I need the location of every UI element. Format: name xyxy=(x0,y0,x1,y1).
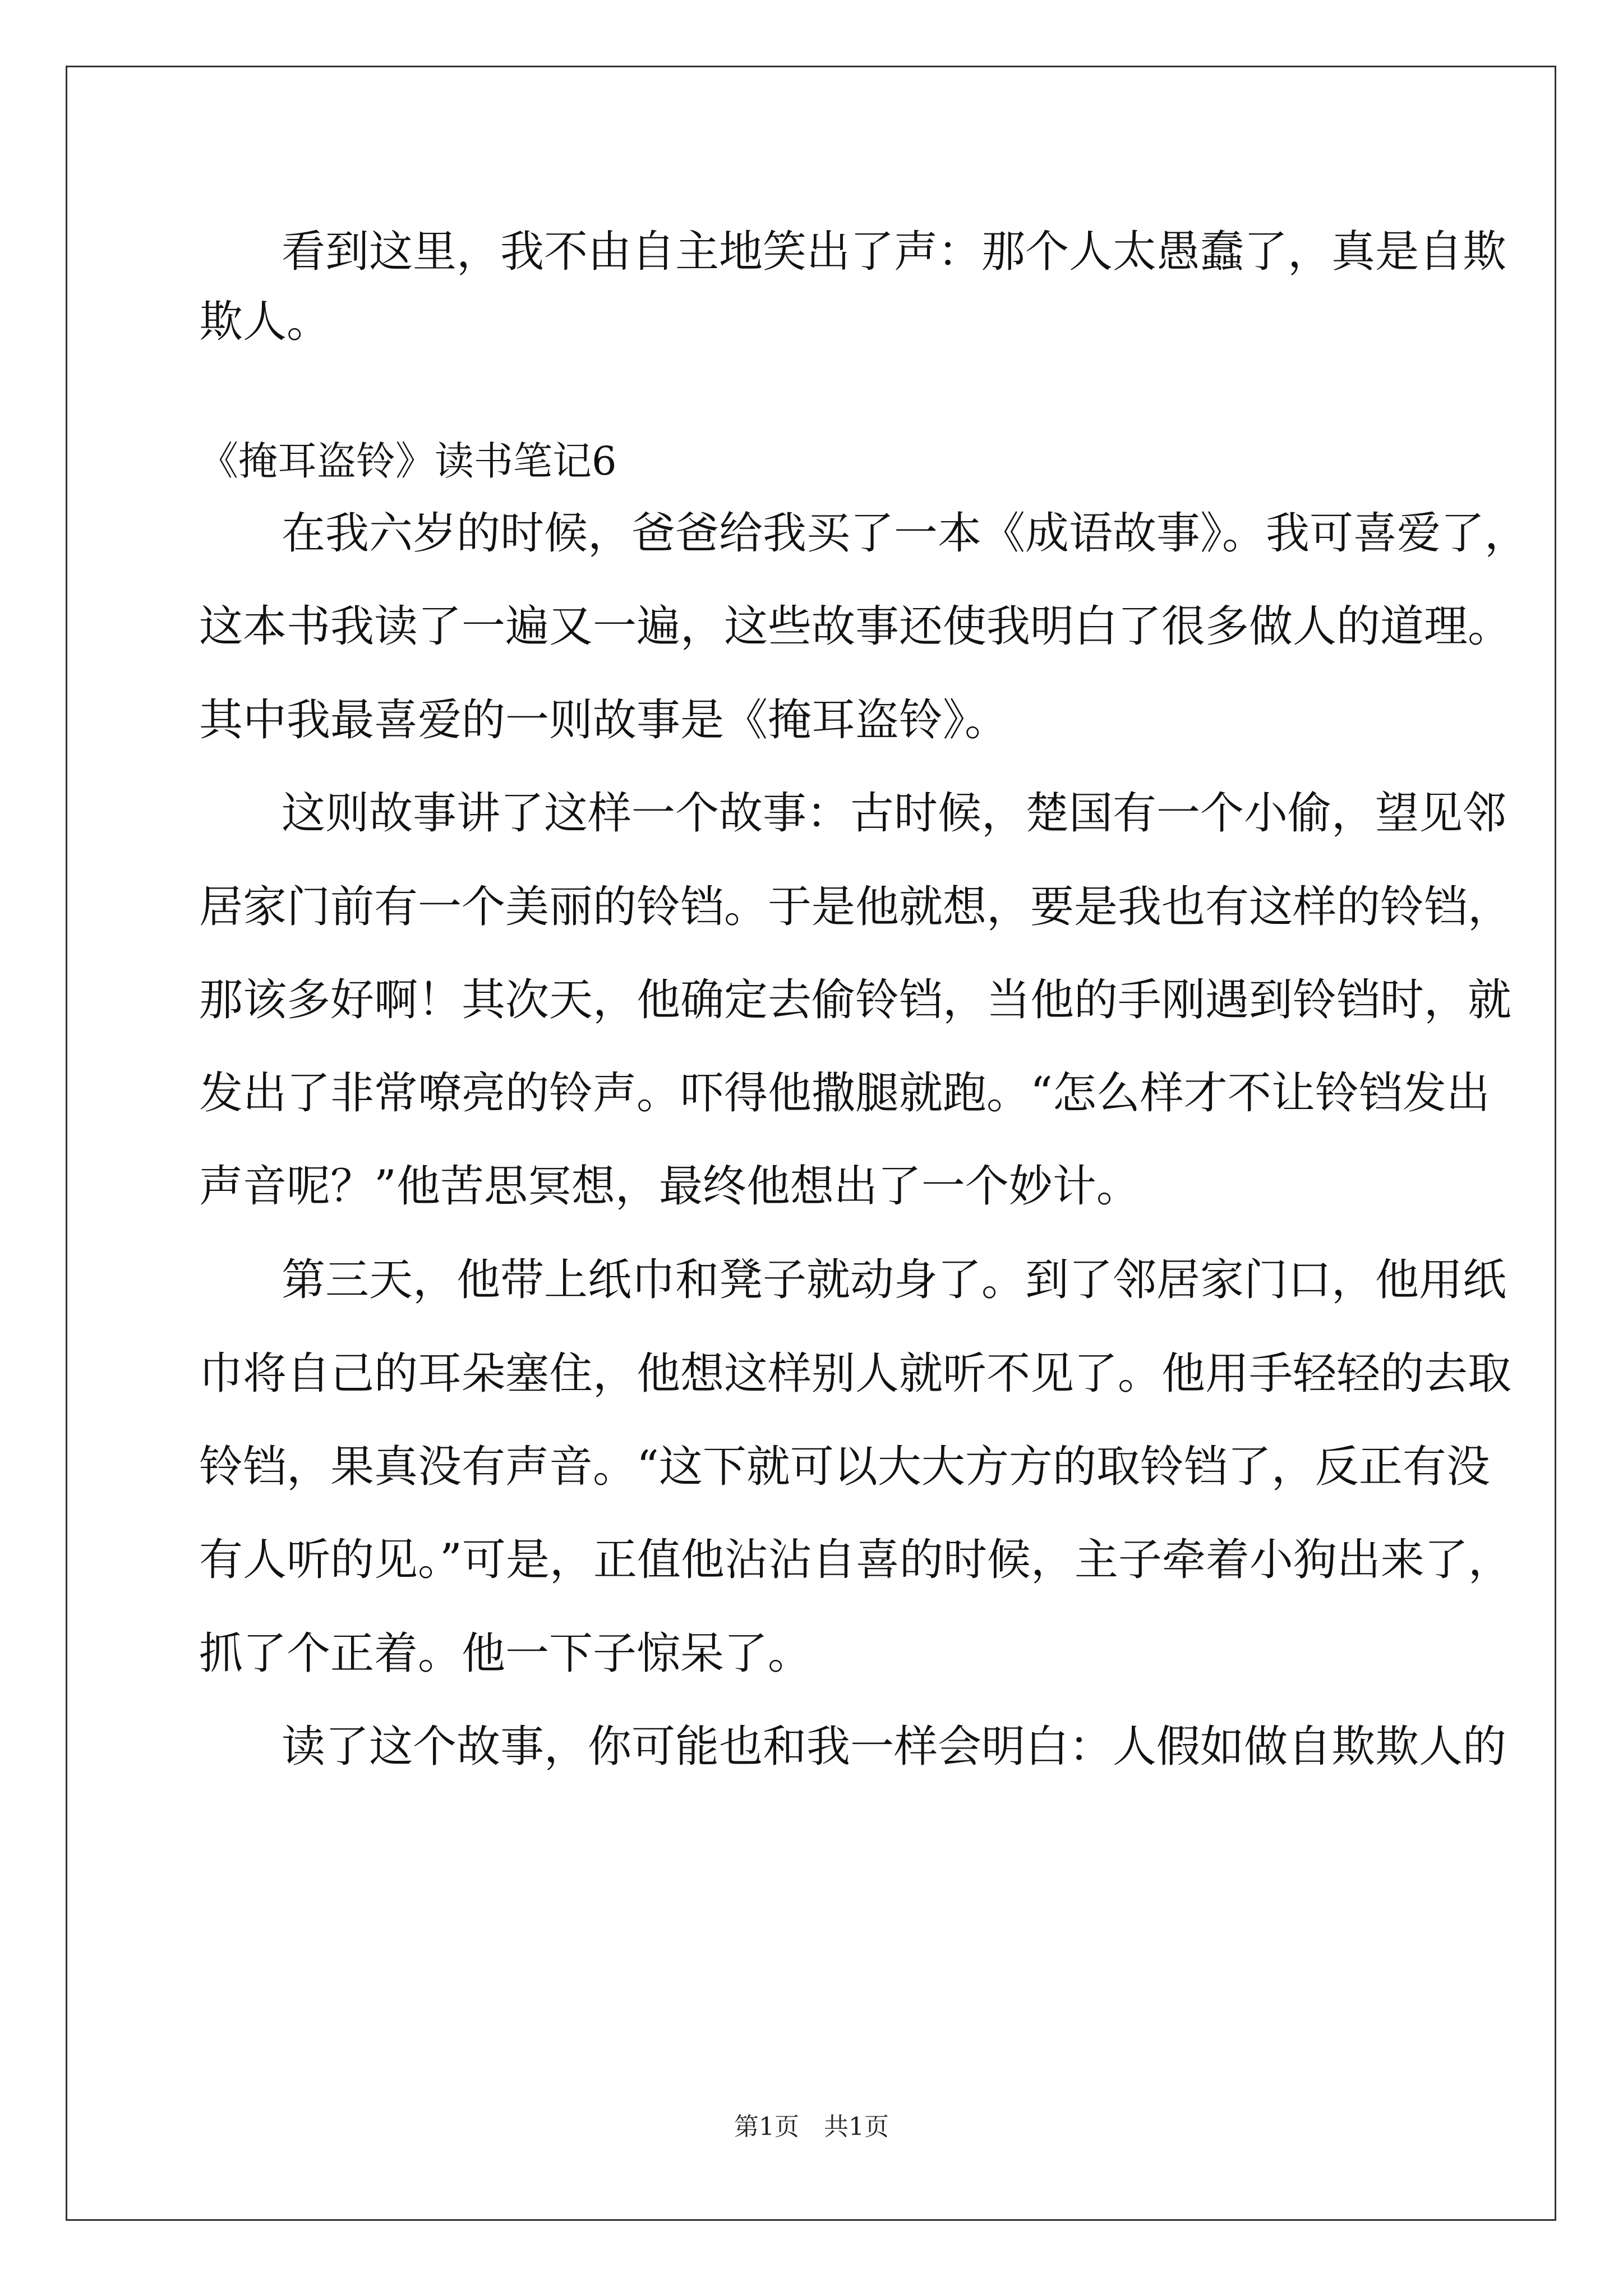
paragraph-line: 铃铛，果真没有声音。“这下就可以大大方方的取铃铛了，反正有没 xyxy=(199,1442,1490,1492)
paragraph-line: 其中我最喜爱的一则故事是《掩耳盗铃》。 xyxy=(199,695,1009,746)
paragraph-line: 有人听的见。”可是，正值他沾沾自喜的时候，主子牵着小狗出来了， xyxy=(199,1535,1512,1585)
paragraph-line: 居家门前有一个美丽的铃铛。于是他就想，要是我也有这样的铃铛， xyxy=(199,882,1512,932)
paragraph-line: 读了这个故事，你可能也和我一样会明白：人假如做自欺欺人的 xyxy=(282,1722,1507,1772)
paragraph-line: 发出了非常嘹亮的铃声。吓得他撒腿就跑。“怎么样才不让铃铛发出 xyxy=(199,1068,1490,1119)
paragraph-line: 这本书我读了一遍又一遍，这些故事还使我明白了很多做人的道理。 xyxy=(199,601,1512,652)
paragraph-line: 声音呢？”他苦思冥想，最终他想出了一个妙计。 xyxy=(199,1161,1140,1212)
page-footer: 第1页 共1页 xyxy=(734,2113,889,2141)
paragraph-line: 欺人。 xyxy=(199,297,331,347)
paragraph-line: 那该多好啊！其次天，他确定去偷铃铛，当他的手刚遇到铃铛时，就 xyxy=(199,975,1512,1025)
paragraph-line: 第三天，他带上纸巾和凳子就动身了。到了邻居家门口，他用纸 xyxy=(282,1255,1507,1305)
paragraph-line: 抓了个正着。他一下子惊呆了。 xyxy=(199,1628,812,1679)
section-heading: 《掩耳盗铃》读书笔记6 xyxy=(199,438,617,484)
paragraph-line: 这则故事讲了这样一个故事：古时候，楚国有一个小偷，望见邻 xyxy=(282,788,1507,839)
paragraph-line: 巾将自己的耳朵塞住，他想这样别人就听不见了。他用手轻轻的去取 xyxy=(199,1349,1512,1399)
paragraph-line: 看到这里，我不由自主地笑出了声：那个人太愚蠢了，真是自欺 xyxy=(282,227,1507,277)
page-border xyxy=(66,66,1556,2221)
paragraph-line: 在我六岁的时候，爸爸给我买了一本《成语故事》。我可喜爱了， xyxy=(282,508,1529,559)
